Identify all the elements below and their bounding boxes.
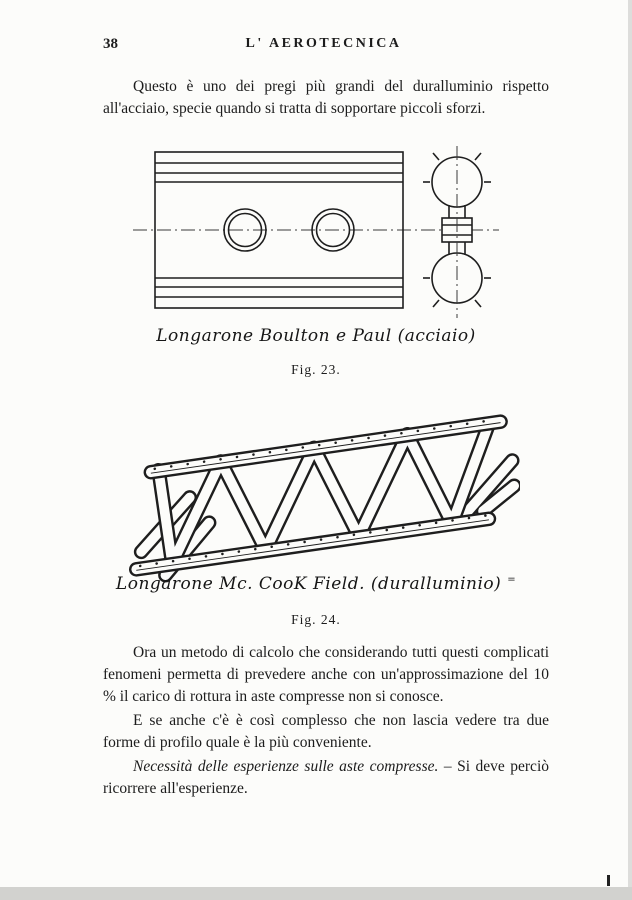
paragraph: E se anche c'è è così complesso che non lascia vedere tra due forme di profilo quale è la più conveniente. (103, 712, 549, 751)
scan-edge-bottom (0, 887, 632, 900)
fig24-label: Fig. 24. (291, 612, 341, 627)
paragraph-rest: – Si deve perciò ricorrere all'esperienze. (103, 758, 549, 797)
fig23-label: Fig. 23. (291, 362, 341, 377)
closing-paragraphs-block (103, 642, 549, 800)
fig24-drawing (112, 396, 520, 596)
paragraph: Ora un metodo di calcolo che considerando tutti questi complicati fenomeni permetta di prevedere anche con un'approssimazione del 10 % il carico di rottura in aste compresse non si conosce. (103, 644, 549, 705)
paragraph (103, 756, 549, 800)
paragraph-lead-italic: Necessità delle esperienze sulle aste compresse. (133, 758, 439, 775)
scan-artifact-mark: = (507, 574, 517, 586)
fig24-caption-text: Longarone Mc. CooK Field. (duralluminio) (115, 574, 502, 594)
running-title: L' AEROTECNICA (245, 36, 402, 51)
page-number: 38 (103, 36, 118, 52)
figure-24 (0, 396, 632, 601)
paragraph: Questo è uno dei pregi più grandi del duralluminio rispetto all'acciaio, specie quando si tratta di sopportare piccoli sforzi. (103, 78, 549, 117)
fig23-drawing (127, 142, 505, 322)
intro-paragraph-block (103, 76, 549, 120)
figure-23 (0, 142, 632, 327)
fig23-caption-text: Longarone Boulton e Paul (acciaio) (156, 326, 476, 346)
page-header (103, 36, 544, 56)
fig24-caption (0, 574, 632, 594)
fig23-caption (0, 326, 632, 346)
scan-artifact-tick (607, 875, 610, 886)
scan-edge-right (628, 0, 632, 900)
